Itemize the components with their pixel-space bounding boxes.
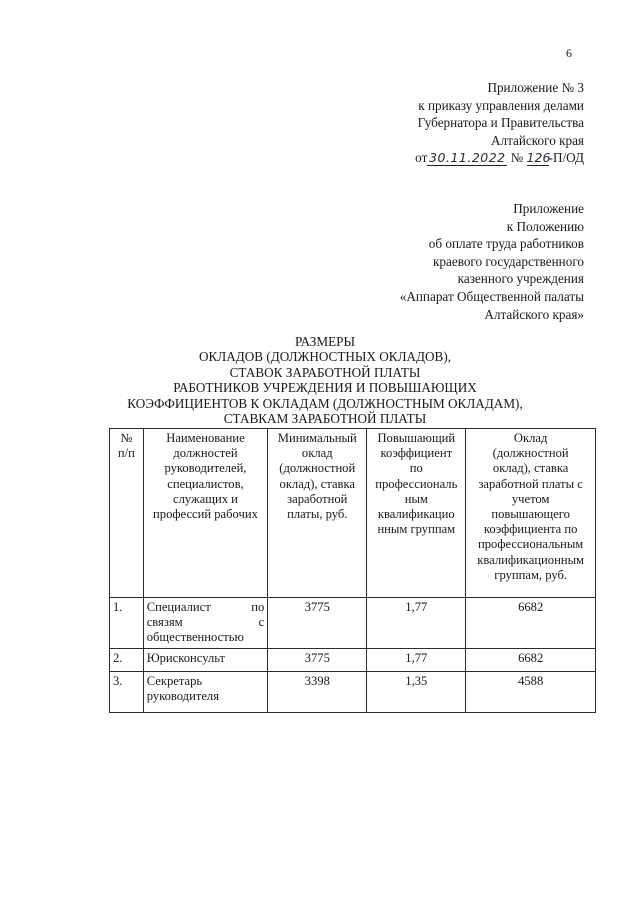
handwritten-number: 126 [526, 150, 551, 166]
header-line: № [120, 431, 133, 445]
header-line: коэффициент [380, 446, 453, 461]
title-line: СТАВКАМ ЗАРАБОТНОЙ ПЛАТЫ [223, 411, 427, 427]
header-line: Повышающий [377, 431, 456, 445]
table-row [110, 671, 596, 712]
header-line: Оклад [513, 431, 548, 445]
document-title [95, 334, 555, 426]
order-issuer: Губернатора и Правительства [417, 115, 584, 131]
table-header-row [110, 429, 596, 598]
table-row [110, 648, 596, 671]
position-name [143, 598, 268, 649]
header-line: квалификационным [477, 552, 585, 567]
header-line: оклад), ставка [279, 476, 356, 491]
position-name-line: Специалист по [146, 600, 265, 614]
header-line: по [409, 461, 423, 476]
minimum-salary-value: 3398 [268, 671, 367, 712]
regulation-line: об оплате труда работников [428, 236, 584, 252]
title-line: КОЭФФИЦИЕНТОВ К ОКЛАДАМ (ДОЛЖНОСТНЫМ ОКЛАДАМ), [127, 395, 523, 411]
position-name-line: общественностью [146, 630, 244, 645]
handwritten-date: 30.11.2022 [429, 150, 506, 166]
header-line: оклад [301, 446, 333, 461]
header-line: учетом [511, 491, 550, 506]
position-name-line: Секретарь руководителя [146, 673, 220, 703]
header-position-name [143, 429, 268, 598]
coefficient-value: 1,77 [367, 648, 466, 671]
attachment-order-block [415, 79, 584, 167]
regulation-line: Алтайского края» [484, 306, 584, 322]
header-line: служащих и [173, 491, 238, 506]
coefficient-value: 1,35 [367, 671, 466, 712]
minimum-salary-value: 3775 [268, 648, 367, 671]
salary-value: 4588 [466, 671, 596, 712]
header-line: заработной [287, 491, 348, 506]
header-line: (должностной [492, 446, 569, 461]
from-prefix: от [415, 150, 428, 166]
coefficient-value: 1,77 [367, 598, 466, 649]
header-line: нным группам [377, 522, 456, 537]
position-name-line: Юрисконсульт [146, 650, 225, 665]
row-number: 1. [110, 598, 144, 649]
attachment-regulation-block [400, 200, 584, 323]
header-line: профессий рабочих [153, 507, 258, 522]
header-line: коэффициента по [483, 522, 578, 537]
header-line: оклад), ставка [492, 461, 569, 476]
header-line: профессиональным [478, 537, 584, 552]
title-line: СТАВОК ЗАРАБОТНОЙ ПЛАТЫ [229, 364, 421, 380]
title-line: РАБОТНИКОВ УЧРЕЖДЕНИЯ И ПОВЫШАЮЩИХ [173, 380, 477, 396]
regulation-line: Приложение [513, 201, 584, 216]
header-line: заработной платы с [478, 476, 583, 491]
header-minimum-salary [268, 429, 367, 598]
regulation-line: краевого государственного [432, 253, 584, 269]
header-line: должностей [173, 446, 238, 461]
header-line: Минимальный [277, 431, 357, 445]
position-name [143, 671, 268, 712]
header-line: ным [404, 491, 428, 506]
header-line: платы, руб. [287, 507, 348, 522]
position-name [143, 648, 268, 671]
row-number: 2. [110, 648, 144, 671]
salary-value: 6682 [466, 648, 596, 671]
position-name-line: связям с [146, 615, 265, 630]
header-line: (должностной [279, 461, 356, 476]
header-number [110, 429, 144, 598]
header-coefficient [367, 429, 466, 598]
header-line: квалификацио [377, 507, 455, 522]
header-line: специалистов, [167, 476, 244, 491]
table-row [110, 598, 596, 649]
header-line: группам, руб. [494, 567, 568, 582]
salary-value: 6682 [466, 598, 596, 649]
attachment-number: Приложение № 3 [487, 80, 584, 95]
header-line: профессиональ [375, 476, 458, 491]
order-date-number-line [415, 149, 584, 167]
row-number: 3. [110, 671, 144, 712]
title-line: РАЗМЕРЫ [294, 334, 356, 349]
regulation-line: «Аппарат Общественной палаты [399, 288, 584, 304]
number-sign: № [510, 150, 524, 166]
order-suffix: -П/ОД [548, 150, 584, 166]
page-number: 6 [566, 46, 572, 60]
regulation-line: казенного учреждения [457, 271, 584, 287]
minimum-salary-value: 3775 [268, 598, 367, 649]
regulation-line: к Положению [506, 218, 584, 234]
header-line: руководителей, [164, 461, 247, 476]
title-line: ОКЛАДОВ (ДОЛЖНОСТНЫХ ОКЛАДОВ), [198, 349, 452, 365]
header-salary-with-coefficient [466, 429, 596, 598]
header-line: Наименование [166, 431, 245, 445]
header-line: п/п [117, 446, 135, 461]
order-reference: к приказу управления делами [418, 97, 584, 113]
header-line: повышающего [491, 507, 570, 522]
salary-table [109, 428, 596, 713]
order-region: Алтайского края [490, 132, 584, 148]
